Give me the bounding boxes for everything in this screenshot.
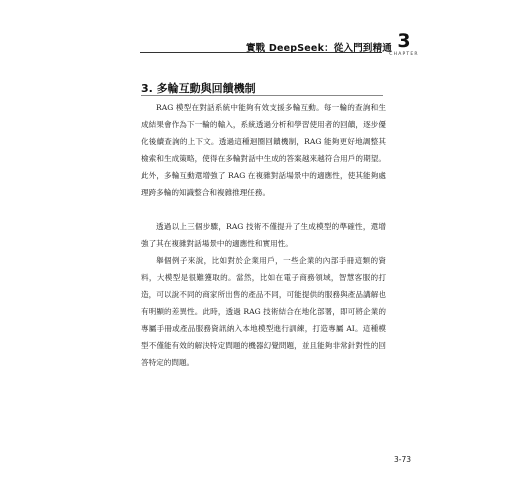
section-divider xyxy=(141,95,383,96)
body-paragraph-2: 透過以上三個步驟，RAG 技術不僅提升了生成模型的準確性，還增強了其在複雜對話場景中的適應性和實用性。 xyxy=(141,222,386,248)
chapter-number: 3 xyxy=(397,30,411,52)
header-divider xyxy=(140,52,382,53)
page-number: 3-73 xyxy=(394,455,412,464)
body-paragraph-1: RAG 模型在對話系統中能夠有效支援多輪互動。每一輪的查詢和生成結果會作為下一輪的輸入，系統透過分析和學習使用者的回饋，逐步優化後續查詢的上下文。透過這種迴圈回饋機制，RAG 能夠更好地調整其檢索和生成策略，使得在多輪對話中生成的答案越來越符合用戶的期望。此外，多輪互動還增強了 RAG 在複雜對話場景中的適應性，使其能夠處理跨多輪的知識整合和複雜推理任務。 xyxy=(141,103,386,197)
running-title: 實戰 DeepSeek：從入門到精通 xyxy=(245,43,392,54)
body-paragraph-3: 舉個例子來說，比如對於企業用戶，一些企業的內部手冊這類的資料，大模型是很難獲取的。當然，比如在電子商務領域，智慧客服的打造，可以說不同的商家所出售的產品不同，可能提供的服務與產品講解也有明顯的差異性。此時，透過 RAG 技術結合在地化部署，即可將企業的專屬手冊或產品服務資訊納入本地模型進行訓練，打造專屬 AI。這種模型不僅能有效的解決特定問題的機器幻覺問題，並且能夠非常針對性的回答特定的問題。 xyxy=(141,256,386,367)
chapter-label: CHAPTER xyxy=(389,52,419,57)
section-heading: 3. 多輪互動與回饋機制 xyxy=(141,82,256,95)
